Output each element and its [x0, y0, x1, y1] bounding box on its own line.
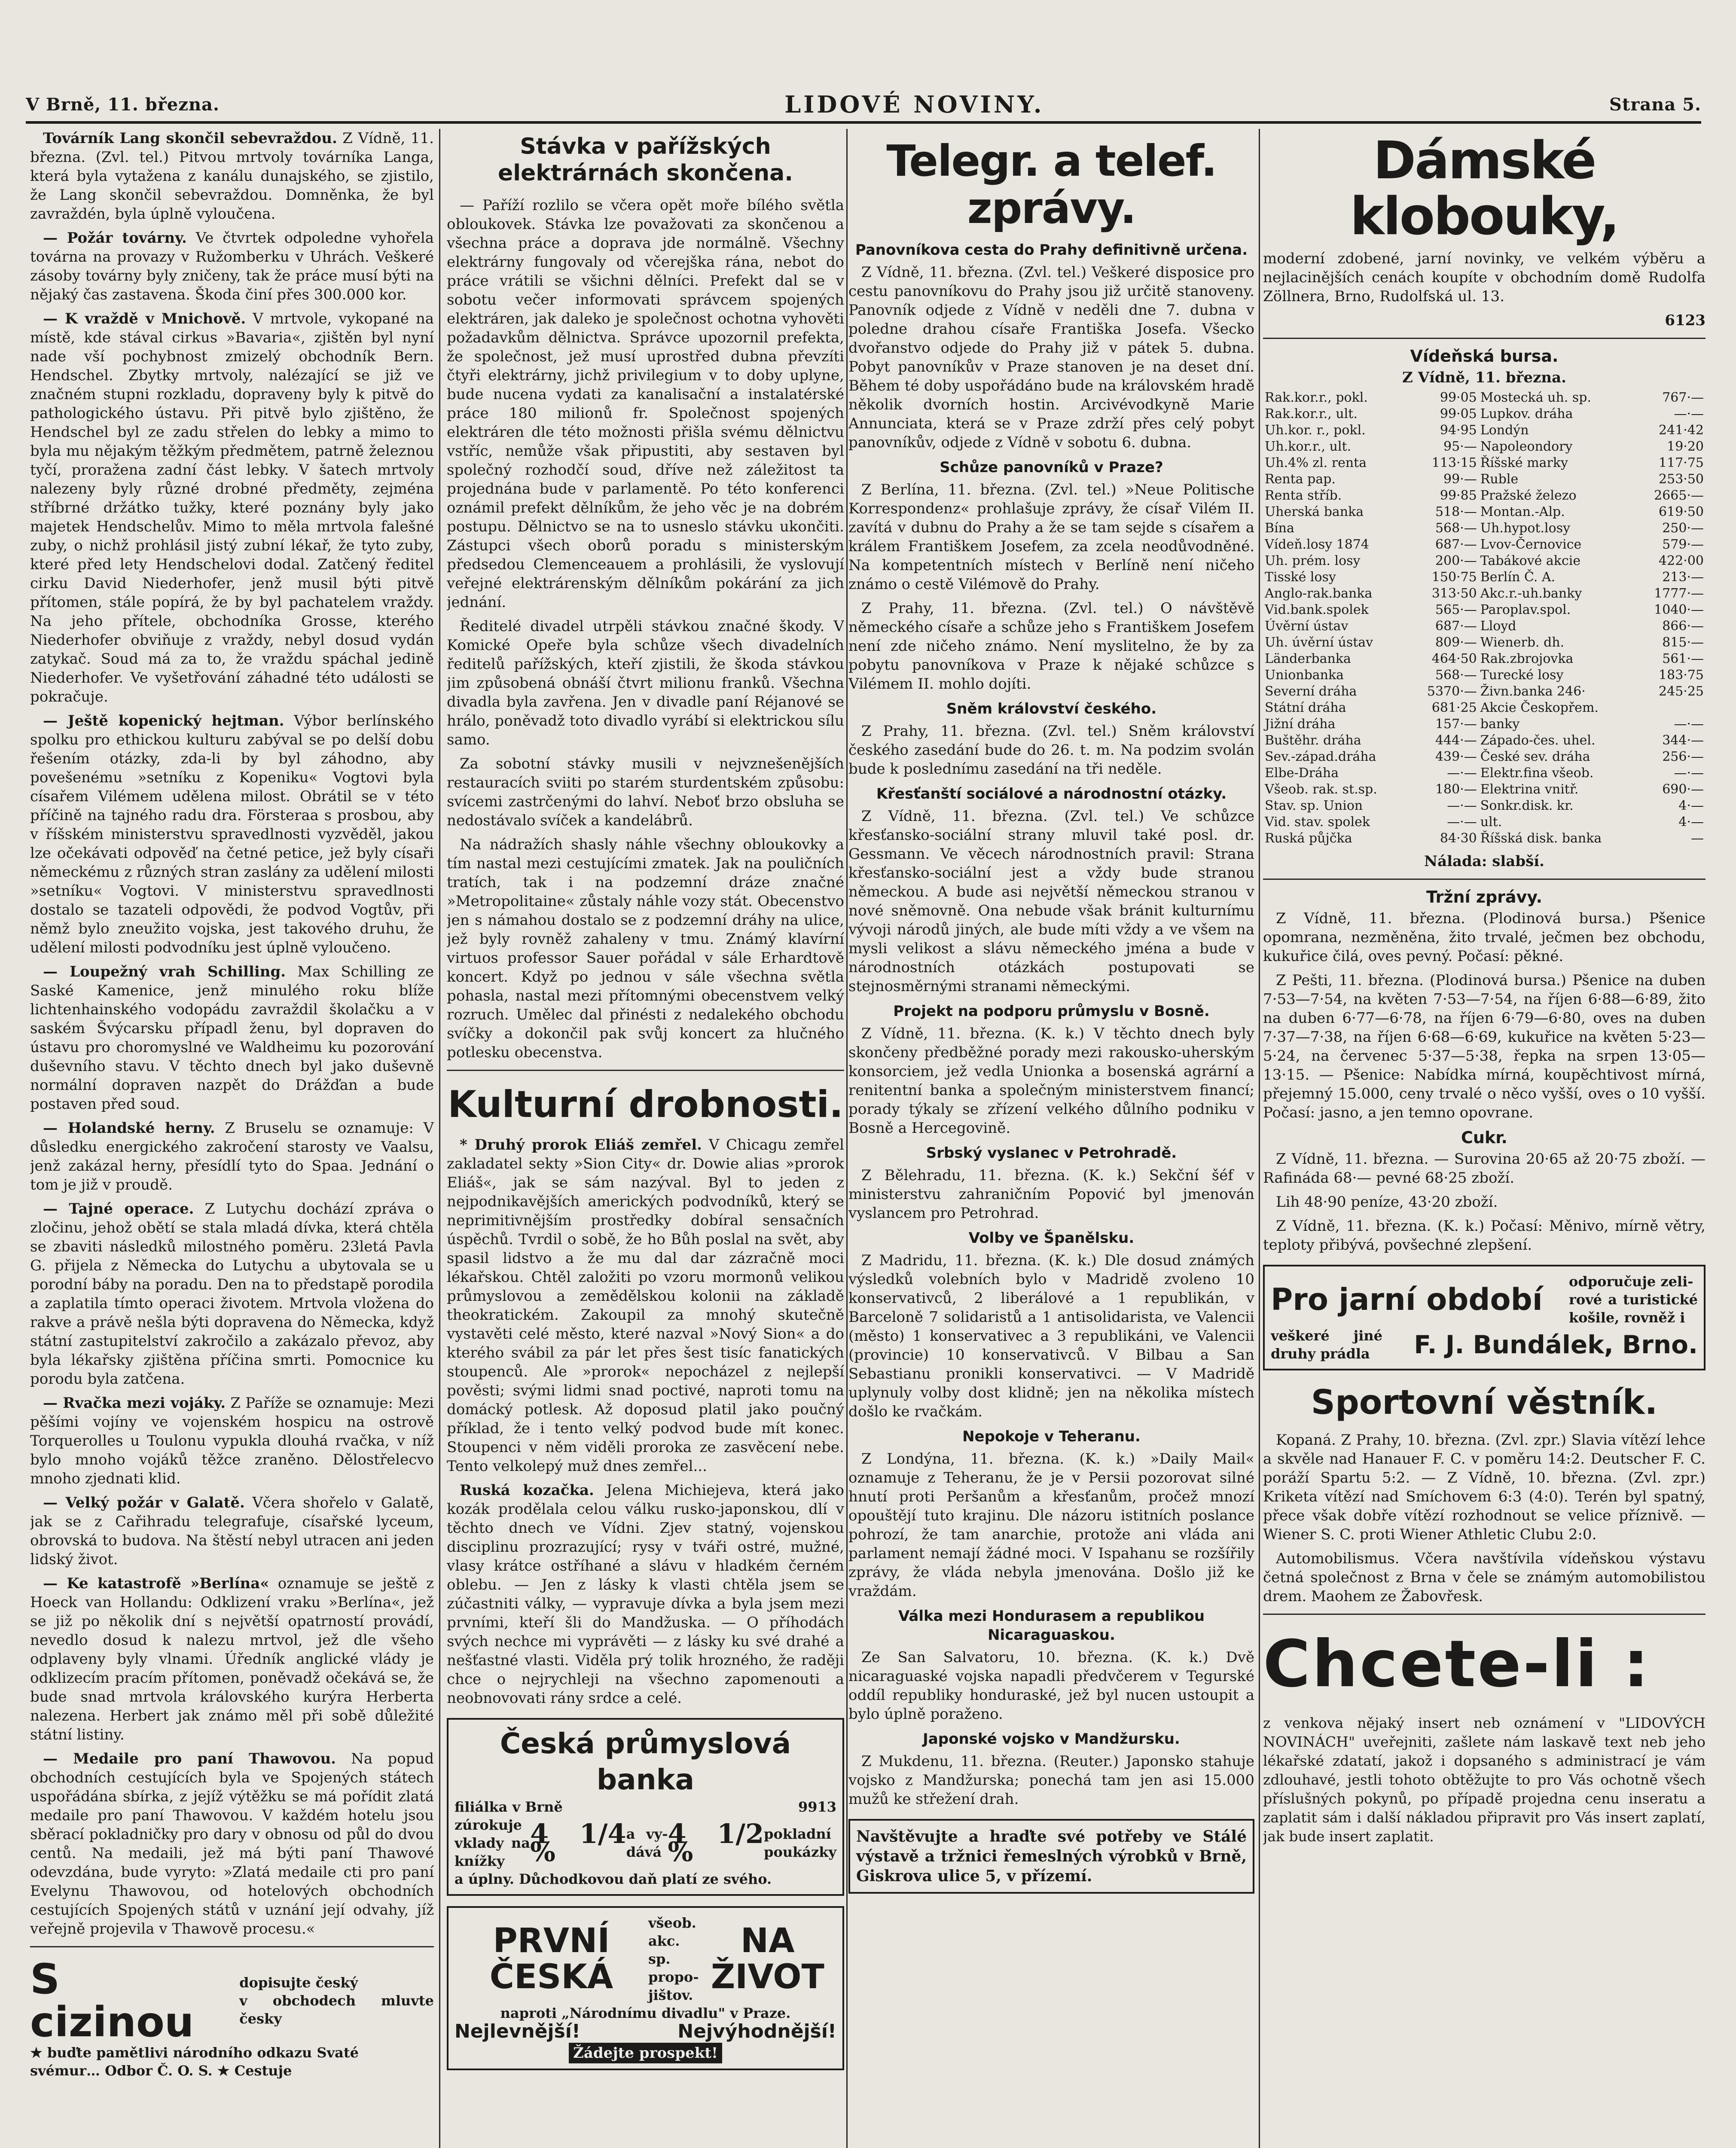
masthead: LIDOVÉ NOVINY. — [784, 91, 1044, 118]
ad-cizinou-line: v obchodech mluvte česky — [239, 1992, 434, 2027]
bursa-name: Paroplav.spol. — [1480, 602, 1571, 617]
sport-headline: Sportovní věstník. — [1311, 1383, 1658, 1422]
kultur-text: Jelena Michiejeva, která jako kozák prodělala celou válku rusko-japonskou, dlí v těchto dnech ve Vídni. Zjev statný, vojenskou disciplinu prozrazující; rysy v tváři ostré, mužné, vlasy krátce ostříhané a slávu v hladkém černém oblebu. — Jen z lásky k vlasti chtěla jsem se zúčastniti války, — vypravuje dívka a byla jsem mezi prvními, kteří šli do Mandžuska. — O příhodách svých nechce mi vyprávěti — z lásky ku své drahé a nešťastné vlasti. Viděla prý tolik hrozného, že raději chce o nejrychleji na všechno zapomenouti a neobnovovati rány srdce a celé. — [447, 1482, 844, 1707]
news-title: — Velký požár v Galatě. — [43, 1494, 245, 1511]
separator — [1263, 1614, 1705, 1615]
bursa-value: 687·— — [1435, 537, 1477, 552]
news-item — [30, 309, 434, 706]
bursa-value: 690·— — [1662, 782, 1704, 797]
ad-jarni-title: Pro jarní období — [1271, 1282, 1543, 1317]
bursa-name: Lupkov. dráha — [1480, 406, 1573, 421]
bursa-value: —·— — [1674, 717, 1704, 732]
telegr-text: Z Mukdenu, 11. března. (Reuter.) Japonsko stahuje vojsko z Mandžurska; ponechá tam jen asi 15.000 mužů ke střežení drah. — [848, 1753, 1254, 1808]
bursa-value: —·— — [1674, 406, 1704, 421]
ad-prvni-ceska — [447, 1906, 844, 2070]
bursa-value: 313·50 — [1431, 586, 1477, 601]
telegr-text: Ze San Salvatoru, 10. března. (K. k.) Dvě nicaraguaské vojska napadli předvčerem v Tegurské oddíl republiky honduraské, jež byl nucen ustoupit a bylo úplně poraženo. — [848, 1649, 1254, 1723]
telegr-subhead: Křesťanští sociálové a národnostní otázky. — [876, 785, 1227, 802]
bursa-value: 687·— — [1435, 619, 1477, 634]
bursa-name: Unionbanka — [1265, 668, 1344, 683]
bursa-value: — — [1691, 831, 1704, 846]
bursa-row — [1263, 651, 1705, 667]
telegr-subhead: Srbský vyslanec v Petrohradě. — [926, 1144, 1177, 1162]
bursa-name: Länderbanka — [1265, 651, 1351, 666]
bursa-row — [1263, 455, 1705, 471]
news-text: Z Paříže se oznamuje: Mezi pěšími vojíny ve vojenském hospicu na ostrově Torquerolles u Toulonu vypukla dlouhá rvačka, v níž bylo mnoho vojáků těžce zraněno. Dělostřelecvo mnoho zjednati klid. — [30, 1394, 434, 1487]
header-date: V Brně, 11. března. — [26, 94, 220, 115]
bursa-name: Vídeň.losy 1874 — [1265, 537, 1369, 552]
page-header — [26, 89, 1701, 119]
bursa-value: 1777·— — [1654, 586, 1704, 601]
bursa-row — [1263, 569, 1705, 586]
bursa-row — [1263, 488, 1705, 504]
bursa-row — [1263, 390, 1705, 406]
bursa-subtitle: Z Vídně, 11. března. — [1402, 369, 1566, 386]
news-text: Na popud obchodních cestujících byla ve Spojených státech uspořádána sbírka, z jejíž výtěžku se má pořídit zlatá medaile pro paní Thawovou. V každém hotelu jsou sběrací pokladničky pro dary v obnosu od půl do dvou centů. Na medaili, jež má býti paní Thawové odevzdána, bude vyryto: »Zlatá medaile cti pro paní Evelynu Thawovou, od hotelových obchodních cestujících Spojených států v uznání její odvahy, jíž veřejně projevila v Thawově procesu.« — [30, 1750, 434, 1937]
bursa-value: 94·95 — [1440, 423, 1477, 438]
bursa-name: Ruble — [1480, 472, 1519, 487]
news-title: — Medaile pro paní Thawovou. — [43, 1750, 336, 1767]
chcete-headline: Chcete-li : — [1263, 1627, 1651, 1702]
bursa-row — [1263, 537, 1705, 553]
bursa-title: Vídeňská bursa. — [1410, 347, 1559, 366]
bursa-name: Wienerb. dh. — [1480, 635, 1565, 650]
kultur-title: * Druhý prorok Eliáš zemřel. — [460, 1136, 702, 1153]
bursa-value: 180·— — [1435, 782, 1477, 797]
kultur-list — [447, 1135, 844, 1708]
bursa-name: Napoleondory — [1480, 439, 1573, 454]
bursa-name: Renta pap. — [1265, 472, 1336, 487]
bursa-name: Rak.zbrojovka — [1480, 651, 1574, 666]
news-text: Ve čtvrtek odpoledne vyhořela továrna na provazy v Ružomberku v Uhrách. Veškeré zásoby továrny byly zničeny, tak že práce musí býti na nějaký čas zastavena. Škoda činí přes 300.000 kor. — [30, 229, 434, 303]
bursa-name: Ruská půjčka — [1265, 831, 1352, 846]
ad-jarni-sub: rové a turistické košile, rovněž i — [1569, 1291, 1698, 1326]
bursa-value: 809·— — [1435, 635, 1477, 650]
bursa-row — [1263, 471, 1705, 488]
bursa-value: 439·— — [1435, 749, 1477, 764]
bursa-name: Uh.kor. r., pokl. — [1265, 423, 1366, 438]
telegr-subhead: Válka mezi Hondurasem a republikou Nicaraguaskou. — [898, 1608, 1205, 1644]
bursa-row — [1263, 830, 1705, 847]
bursa-name: Pražské železo — [1480, 488, 1577, 503]
trzni-list — [1263, 909, 1705, 1254]
kultur-headline: Kulturní drobnosti. — [448, 1083, 843, 1126]
ad-jarni-sub: odporučuje zeli- — [1569, 1273, 1693, 1290]
news-text: oznamuje se ještě z Hoeck van Hollandu: Odklizení vraku »Berlína«, jež se již po několik dní s největší opatrností provádí, nevedlo dosud k nalezu mrtvol, jež dle všeho odplaveny byly vlnami. Úředník anglické vlády je odklizecím pracím přítomen, poněvadž očekává se, že bude snad mrtvola královského kurýra Herberta nalezena. Herbert jak známo měl při sobě důležité státní listiny. — [30, 1575, 434, 1743]
bursa-value: 568·— — [1435, 521, 1477, 536]
bursa-value: 5370·— — [1427, 684, 1477, 699]
telegr-subhead: Volby ve Španělsku. — [968, 1230, 1135, 1247]
bursa-name: ult. — [1480, 815, 1502, 830]
page-number: Strana 5. — [1609, 94, 1701, 115]
kultur-item — [447, 1481, 844, 1708]
bursa-value: 150·75 — [1431, 570, 1477, 585]
ad-prvni-cheap: Nejlevnější! — [455, 2020, 580, 2042]
news-text: Včera shořelo v Galatě, jak se z Cařihradu telegrafuje, císařské lyceum, obrovská to budova. Na štěstí nebyl utracen ani jeden lidský život. — [30, 1494, 434, 1568]
news-text: Max Schilling ze Saské Kamenice, jenž minulého roku blíže lichtenhainského vodopádu zavraždil školačku a v saském Švýcarsku případl ženu, byl dopraven do ústavu pro choromyslné ve Waldheimu ku pozorování duševního stavu. V těchto dnech byl jako duševně normální dopraven nazpět do Drážďan a bude postaven před soud. — [30, 963, 434, 1113]
kultur-item — [447, 1135, 844, 1476]
telegr-subhead: Panovníkova cesta do Prahy definitivně určena. — [855, 241, 1248, 259]
ad-jarni-name: F. J. Bundálek, Brno. — [1414, 1330, 1698, 1359]
bursa-name: Rak.kor.r., ult. — [1265, 406, 1358, 421]
bursa-value: 200·— — [1435, 553, 1477, 568]
dams-text: moderní zdobené, jarní novinky, ve velkém výběru a nejlacinějších cenách koupíte v obchodním domě Rudolfa Zöllnera, Brno, Rudolfská ul. 13. — [1263, 250, 1705, 305]
ad-prvni-title: PRVNÍ ČESKÁ — [489, 1922, 613, 1996]
column-1 — [30, 129, 434, 2148]
bursa-value: 344·— — [1662, 733, 1704, 748]
trzni-item: Cukr. — [1461, 1128, 1507, 1147]
bursa-name: Lloyd — [1480, 619, 1516, 634]
bursa-value: 444·— — [1435, 733, 1477, 748]
ad-cizinou-line: svémur… Odbor Č. O. S. ★ Cestuje — [30, 2063, 292, 2079]
bursa-name: Jižní dráha — [1265, 717, 1336, 732]
stavka-body — [447, 196, 844, 1062]
news-title: — Loupežný vrah Schilling. — [43, 963, 286, 980]
news-item — [30, 1493, 434, 1569]
dams-headline: Dámské klobouky, — [1350, 131, 1619, 247]
news-text: Z Bruselu se oznamuje: V důsledku energického zakročení starosty ve Vaalsu, jenž zakázal herny, přesídlí tyto do Spaa. Jednání o tom je již v proudě. — [30, 1120, 434, 1193]
bursa-row — [1263, 520, 1705, 537]
bursa-value: 815·— — [1662, 635, 1704, 650]
column-rule — [439, 129, 440, 2148]
bursa-name: Vid.bank.spolek — [1265, 602, 1369, 617]
bursa-name: Uh. úvěrní ústav — [1265, 635, 1373, 650]
stavka-paragraph: — Paříží rozlilo se včera opět moře bílého světla obloukovek. Stávka lze považovati za skončenou a všechna práce a doprava jde normálně. Všechny elektrárny fungovaly od včerejška rána, nebot do práce vrátili se všichni dělníci. Prefekt dal se v sobotu večer informovati správcem spojených elektráren, jak daleko je společnost ochotna vyhověti požadavkům dělnictva. Správce upozornil prefekta, že společnost, jež musí uprostřed dubna převzíti čtyři elektrárny, jichž privilegium v to doby uplyne, bude nucena vydati za kanalisační a instalatérské práce 180 milionů fr. Společnost spojených elektráren dle této možnosti přišla svému dělnictvu vstříc, nemůže však připustiti, aby sestaven byl společný rozhodčí soud, dříve než záležitost ta projednána bude v parlamentě. Po této konferenci oznámil prefekt dělníkům, že jeho věc je na dobrém postupu. Dělnictvo se na to usneslo stávku ukončiti. Zástupci všech oborů poradu s ministerským předsedou Clemenceauem a prohlásili, že vyslovují veřejné elektrárenským dělníkům pokárání za jich jednání. — [447, 197, 844, 611]
stavka-paragraph: Ředitelé divadel utrpěli stávkou značné škody. V Komické Opeře byla schůze všech divadelních ředitelů pařížských, kteří zjistili, že škoda stávkou jim způsobená obnáší čtvrt milionu franků. Všechna divadla byla zavřena. Jen v divadle paní Réjanové se hrálo, poněvadž toto divadlo vyrábí si elektrickou sílu samo. — [447, 618, 844, 748]
ad-banka-mid: a vy- dává — [626, 1826, 668, 1860]
ad-prvni-title: NA ŽIVOT — [711, 1922, 824, 1996]
bursa-row — [1263, 667, 1705, 683]
bursa-name: banky — [1480, 717, 1520, 732]
bursa-row — [1263, 749, 1705, 765]
column-4 — [1263, 129, 1705, 2148]
ad-vystava-text: Navštěvujte a hraďte své potřeby ve Stálé výstavě a tržnici řemeslných výrobků v Brně, Giskrova ulice 5, v přízemí. — [856, 1828, 1247, 1885]
separator — [447, 1070, 844, 1071]
news-text: Z Lutychu dochází zpráva o zločinu, jehož obětí se stala mladá dívka, která chtěla se zbaviti následků milostného poměru. 23letá Pavla G. přijela z Německa do Lutychu a ubytovala se u porodní báby na poradu. Den na to předstapě porodila a zaplatila tímto operaci životem. Mrtvola vložena do rakve a právě nešla býti dopravena do Německa, když státní zastupitelství zakročilo a zakázalo převoz, aby byla lékařsky zjištěna příčina smrti. Pomocnice ku porodu byla zatčena. — [30, 1200, 434, 1388]
bursa-name: Vid. stav. spolek — [1265, 815, 1370, 830]
column-rule — [1259, 129, 1260, 2148]
news-title: — Tajné operace. — [43, 1200, 194, 1217]
bursa-value: 84·30 — [1440, 831, 1477, 846]
news-text: Výbor berlínského spolku pro ethickou kulturu zabýval se po delší dobu řešením otázky, zda-li by byl záhodno, aby povešenému »setníku z Kopeniku« Vogtovi byla císařem Vilémem udělena milost. Obrátil se v této příčině na tajného radu dra. Försteraa s prosbou, aby v říšském ministerstvu spravedlnosti vyzvěděl, jakou lze očekávati odpověď na četné petice, jež byly císaři německému z různých stran zaslány za udělení milosti »setníku« Vogtovi. V ministerstvu spravedlnosti dostalo se tazateli odpovědi, že podvod Vogtův, při němž bylo zneužito vojska, jest takového druhu, že udělení milosti podvodníku jest úplně vyloučeno. — [30, 712, 434, 956]
ad-banka-phone: 9913 — [798, 1799, 836, 1815]
news-item — [30, 1394, 434, 1488]
column-2 — [447, 129, 844, 2148]
trzni-item: Z Vídně, 11. března. (Plodinová bursa.) Pšenice opomrana, nezměněna, žito trvalé, ječmen bez obchodu, kukuřice čilá, oves pevný. Počasí: pěkné. — [1263, 910, 1705, 965]
bursa-name: Tabákové akcie — [1480, 553, 1581, 568]
trzni-title: Tržní zprávy. — [1426, 888, 1543, 906]
bursa-name: Severní dráha — [1265, 684, 1357, 699]
bursa-value: 95·— — [1443, 439, 1477, 454]
news-title: — K vraždě v Mnichově. — [43, 310, 246, 327]
bursa-name: České sev. dráha — [1480, 749, 1590, 764]
stavka-headline: Stávka v pařížských elektrárnách skončena. — [497, 134, 793, 186]
telegr-text: Z Vídně, 11. března. (Zvl. tel.) Veškeré disposice pro cestu panovníkovu do Prahy jsou již určitě stanoveny. Panovník odjede z Vídně v neděli dne 7. dubna v poledne drahou císaře Františka Josefa. Všecko dvořanstvo odjede do Prahy již v pátek 5. dubna. Pobyt panovníkův v Praze stanoven je na deset dní. Během té doby uspořádáno bude na královském hradě několik dvorních hostin. Arcivévodkyně Marie Annunciata, která se v Praze zdrží přes celý pobyt panovníkův, odjede z Vídně v sobotu 6. dubna. — [848, 264, 1254, 451]
bursa-row — [1263, 618, 1705, 635]
kultur-title: Ruská kozačka. — [460, 1482, 594, 1499]
bursa-name: Uh.hypot.losy — [1480, 521, 1571, 536]
bursa-row — [1263, 439, 1705, 455]
ad-banka-rate: 4 1/4 % — [530, 1818, 626, 1867]
bursa-row — [1263, 716, 1705, 732]
bursa-value: 183·75 — [1659, 668, 1704, 683]
bursa-name: Tisské losy — [1265, 570, 1336, 585]
bursa-value: 866·— — [1662, 619, 1704, 634]
bursa-name: Elbe-Dráha — [1265, 766, 1339, 781]
chcete-text: z venkova nějaký insert neb oznámení v "LIDOVÝCH NOVINÁCH" uveřejniti, zašlete nám laskavě text neb jeho lékařské zdatatí, jakož i dopsaného s administrací je vám zdlouhavé, jestli tohoto obtěžujte to pro Vás ochotně všech příslušných pokynů, po případě projedna cenu inseratu a zaplatit sám i další nákladou připravit pro Vás insert zaplatí, jak bude insert zaplatit. — [1263, 1715, 1705, 1845]
bursa-value: 2665·— — [1654, 488, 1704, 503]
bursa-name: Sev.-západ.dráha — [1265, 749, 1376, 764]
telegr-text: Z Vídně, 11. března. (Zvl. tel.) Ve schůzce křesťansko-sociální strany mluvil také posl. dr. Gessmann. Ve věcech národnostních pravil: Strana křesťansko-sociální jest a vždy bude stranou německou. A bude asi největší německou stranou v nové sněmovně. Ona nebude však bránit kulturnímu vývoji národů jiných, ale bude míti vždy a ve všem na mysli velikost a slávu německého jména a bude v národnostních otázkách postupovati se stejnosměrnými stranami německými. — [848, 808, 1254, 995]
bursa-name: Rak.kor.r., pokl. — [1265, 390, 1368, 405]
bursa-value: 113·15 — [1431, 455, 1477, 470]
bursa-value: 565·— — [1435, 602, 1477, 617]
bursa-value: 681·25 — [1431, 700, 1477, 715]
bursa-value: 19·20 — [1667, 439, 1704, 454]
telegr-text: Z Berlína, 11. března. (Zvl. tel.) »Neue Politische Korrespondenz« prohlašuje zprávy, že císař Vilém II. zavítá v dubnu do Prahy a že se tam sejde s císařem a králem Františkem Josefem, za zcela neodůvodněné. Na kompetentních místech v Berlíně není ničeho známo o cestě Vilémově do Prahy. — [848, 481, 1254, 593]
separator — [1263, 338, 1705, 339]
telegr-text: Z Londýna, 11. března. (K. k.) »Daily Mail« oznamuje z Teheranu, že je v Persii pozorovat silné hnutí proti Peršanům a křesťanům, pročež mnozí opouštějí tuto krajinu. Dle názoru istitních poslance pohrozí, že tam anarchie, protože ani vláda ani parlament nemají žádné moci. V Ispahanu se rozšířily zprávy, že vláda nebyla jmenována. Došlo již ke vraždám. — [848, 1450, 1254, 1600]
telegr-subhead: Japonské vojsko v Mandžursku. — [923, 1730, 1180, 1748]
bursa-name: Elektrina vnitř. — [1480, 782, 1579, 797]
bursa-mood: Nálada: slabší. — [1424, 853, 1544, 870]
bursa-row — [1263, 765, 1705, 781]
news-item — [30, 1574, 434, 1744]
trzni-item: Z Vídně, 11. března. (K. k.) Počasí: Měnivo, mírně větry, teploty přibývá, povšechné zlepšení. — [1263, 1217, 1705, 1254]
telegr-text: Z Prahy, 11. března. (Zvl. tel.) Sněm království českého zasedání bude do 26. t. m. Na podzim svolán bude k poslednímu zasedání na tři neděle. — [848, 723, 1254, 778]
header-rule — [26, 121, 1701, 124]
bursa-row — [1263, 586, 1705, 602]
news-item — [30, 962, 434, 1114]
ad-prvni-line: naproti „Národnímu divadlu" v Praze. — [500, 2005, 791, 2021]
telegr-headline: Telegr. a telef. zprávy. — [886, 136, 1217, 233]
bursa-value — [1638, 700, 1705, 716]
bursa-row — [1263, 422, 1705, 439]
ad-banka-branch: filiálka v Brně — [455, 1799, 563, 1815]
column-3 — [848, 129, 1254, 2148]
news-title: — Požár továrny. — [43, 229, 187, 247]
bursa-table — [1263, 390, 1705, 847]
bursa-row — [1263, 504, 1705, 520]
ad-cizinou-line: ★ buďte pamětlivi národního odkazu Svaté — [30, 2044, 359, 2061]
bursa-value: —·— — [1447, 815, 1477, 830]
bursa-name: Uherská banka — [1265, 504, 1364, 519]
bursa-name: Berlín Č. A. — [1480, 570, 1556, 585]
bursa-row — [1263, 602, 1705, 618]
ad-prvni-mid: všeob. akc. sp. propo- jištov. — [648, 1915, 699, 2003]
bursa-value: 213·— — [1662, 570, 1704, 585]
telegr-text: Z Prahy, 11. března. (Zvl. tel.) O návštěvě německého císaře a schůze jeho s Františkem Josefem není zde ničeho známo. Není myslitelno, že by za pobytu panovníkova v Praze k nějaké schůzce s Vilémem II. mohlo dojíti. — [848, 600, 1254, 693]
news-item — [30, 229, 434, 304]
bursa-row — [1263, 553, 1705, 569]
bursa-value: 117·75 — [1659, 455, 1704, 470]
bursa-value: 241·42 — [1659, 423, 1704, 438]
bursa-name: Akc.r.-uh.banky — [1480, 586, 1582, 601]
bursa-row — [1263, 700, 1705, 716]
news-item — [30, 1749, 434, 1938]
ad-banka-bottom: a úplny. Důchodkovou daň platí ze svého. — [455, 1871, 772, 1887]
telegr-text: Z Madridu, 11. března. (K. k.) Dle dosud známých výsledků volebních bylo v Madridě zvoleno 10 konservativců, 2 liberálové a 1 republikán, v Barceloně 7 solidaristů a 1 antisolidarista, ve Valencii (město) 1 konservativec a 3 republikáni, ve Valencii (provincie) 10 konservativců. V Bilbau a San Sebastianu pronikli konservativci. — V Madridě uplynuly volby dost klidně; jen na několika místech došlo ke rvačkám. — [848, 1252, 1254, 1420]
bursa-value: 4·— — [1678, 798, 1704, 813]
bursa-value: 253·50 — [1659, 472, 1704, 487]
bursa-value: 157·— — [1435, 717, 1477, 732]
news-title: — Holandské herny. — [43, 1120, 215, 1137]
telegr-list — [848, 241, 1254, 1809]
bursa-name: Anglo-rak.banka — [1265, 586, 1373, 601]
bursa-name: Mostecká uh. sp. — [1480, 390, 1592, 405]
bursa-value: 767·— — [1662, 390, 1704, 405]
ad-jarni — [1263, 1265, 1705, 1370]
ad-cizinou-line: dopisujte český — [239, 1974, 358, 1991]
bursa-name: Úvěrní ústav — [1265, 619, 1349, 634]
bursa-row — [1263, 406, 1705, 422]
bursa-name: Sonkr.disk. kr. — [1480, 798, 1574, 813]
bursa-name: Renta stříb. — [1265, 488, 1342, 503]
bursa-value: —·— — [1674, 766, 1704, 781]
news-title: Továrník Lang skončil sebevraždou. — [43, 130, 337, 147]
telegr-text: Z Vídně, 11. března. (K. k.) V těchto dnech byly skončeny předběžné porady mezi rakousko-uherským konsorciem, jež vedla Unionka a bosenská agrární a renitentní banka a společným ministerstvem financí; porady týkaly se zřízení velkého důlního podniku v Bosně a Hercegovině. — [848, 1025, 1254, 1137]
news-title: — Rvačka mezi vojáky. — [43, 1394, 226, 1412]
news-item — [30, 711, 434, 957]
bursa-name: Uh.kor.r., ult. — [1265, 439, 1352, 454]
bursa-value: 250·— — [1662, 521, 1704, 536]
separator — [1263, 879, 1705, 880]
news-title: — Ještě kopenický hejtman. — [43, 712, 284, 729]
bursa-row — [1263, 814, 1705, 830]
bursa-name: Bína — [1265, 521, 1294, 536]
stavka-paragraph: Na nádražích shasly náhle všechny obloukovky a tím nastal mezi cestujícími zmatek. Jak na pouličních tratích, tak i na podzemní dráze značné »Metropolitaine« zůstaly náhle vozy stát. Obecenstvo jen s námahou dostalo se z podzemní dráhy na ulice, jež byly rovněž zahaleny v tmu. Známý klavírní virtuos professor Sauer pořádal v sále Erhardtově koncert. Když po jednou v sále všechna světla pohasla, nastal mezi přítomnými obecenstvem velký rozruch. Umělec dal přinésti z nedalekého obchodu svíčky a dokončil pak svůj koncert za hlučného potlesku obecenstva. — [447, 836, 844, 1061]
ad-banka-right: pokladní poukázky — [764, 1826, 836, 1860]
bursa-name: Lvov-Černovice — [1480, 537, 1582, 552]
telegr-text: Z Bělehradu, 11. března. (K. k.) Sekční šéf v ministerstvu zahraničním Popović byl jmenován vyslancem pro Petrohrad. — [848, 1167, 1254, 1222]
bursa-value: —·— — [1447, 798, 1477, 813]
bursa-value: —·— — [1447, 766, 1477, 781]
bursa-value: 568·— — [1435, 668, 1477, 683]
bursa-value: 256·— — [1662, 749, 1704, 764]
bursa-row — [1263, 635, 1705, 651]
ad-banka-title: Česká průmyslová banka — [500, 1727, 791, 1796]
bursa-name: Západo-čes. uhel. — [1480, 733, 1596, 748]
news-list — [30, 129, 434, 1938]
news-item — [30, 1199, 434, 1388]
ad-prvni-prospekt: Žádejte prospekt! — [569, 2043, 722, 2063]
bursa-row — [1263, 732, 1705, 749]
telegr-subhead: Sněm království českého. — [946, 700, 1157, 717]
bursa-value: 579·— — [1662, 537, 1704, 552]
bursa-name: Uh. prém. losy — [1265, 553, 1361, 568]
telegr-subhead: Nepokoje v Teheranu. — [962, 1428, 1141, 1445]
bursa-name: Všeob. rak. st.sp. — [1265, 782, 1377, 797]
kultur-text: V Chicagu zemřel zakladatel sekty »Sion City« dr. Dowie alias »prorok Eliáš«, jak se sám nazýval. Byl to jeden z nejpodnikavějších amerických podvodníků, který se neprimitivnějším prostředky dobíral sensačních úspěchů. Tvrdil o sobě, že ho Bůh poslal na svět, aby spasil lidstvo a že mu dal dar zázračně moci lékařskou. Chtěl založiti po vzoru mormonů velikou průmyslovou a zemědělskou kolonii na základě theokratickém. Zakoupil za mnohý skutečně vystavěti celé město, které nazval »Nový Sion« a do kterého svábil za pár let přes šest tisíc fanatických stoupenců. Ale »prorok« nepocházel z nejlepší pověsti; svými lidmi snad poctivé, naproti tomu na domácký potlesk. Až doposud platil jako poučný příklad, že i tento velký podvod bude mít konec. Stoupenci v něm viděli proroka ze zasvěcení nebe. Tento velkolepý muž dnes zemřel... — [447, 1136, 844, 1475]
bursa-value: 99·85 — [1440, 488, 1477, 503]
bursa-name: Londýn — [1480, 423, 1529, 438]
bursa-name: Akcie Českopřem. — [1480, 700, 1599, 715]
bursa-name: Buštěhr. dráha — [1265, 733, 1361, 748]
bursa-row — [1263, 683, 1705, 700]
bursa-value: 561·— — [1662, 651, 1704, 666]
bursa-row — [1263, 781, 1705, 798]
bursa-value: 619·50 — [1659, 504, 1704, 519]
ad-jarni-left: veškeré jiné druhy prádla — [1271, 1327, 1382, 1362]
bursa-value: 99·05 — [1440, 406, 1477, 421]
trzni-item: Z Vídně, 11. března. — Surovina 20·65 až 20·75 zboží. — Rafináda 68·— pevné 68·25 zboží. — [1263, 1150, 1705, 1187]
news-text: V mrtvole, vykopané na místě, kde stával cirkus »Bavaria«, zjištěn byl nyní nade vší pochybnost zmizelý obchodník Bern. Hendschel. Zbytky mrtvoly, nalézající se již ve značném stupni rozkladu, dopraveny byly k pitvě do pathologického ústavu. Při pitvě bylo zjištěno, že Hendschel byl ze zadu střelen do lebky a mimo to byla mu nějakým těžkým předmětem, patrně železnou tyčí, proražena zadní část lebky. V šatech mrtvoly nalezeny byly různé drobné předměty, zejména stříbrné držátko tužky, které poznány byly jako majetek Hendschelův. Mimo to měla mrtvola falešné zuby, o nichž prohlásil jistý zubní lékař, že tyto zuby, které před lety Hendschelovi dodal. Zatčený ředitel cirku David Niederhofer, jenž musil býti pitvě přítomen, stále popírá, že by byl pachatelem vraždy. Na jeho přítele, obchodníka Grosse, kterého Niederhofer obviňuje z vraždy, nebyl dosud vydán zatykač. Soud má za to, že vraždu spáchal jedině Niederhofer. Ve vyšetřování záhadné této události se pokračuje. — [30, 310, 434, 705]
ad-cizinou-title: S cizinou — [30, 1955, 194, 2046]
trzni-item: Z Pešti, 11. března. (Plodinová bursa.) Pšenice na duben 7·53—7·54, na květen 7·53—7·54, na říjen 6·88—6·89, žito na duben 6·77—6·78, na říjen 6·79—6·80, oves na duben 7·37—7·38, na říjen 6·68—6·69, kukuřice na květen 5·23—5·24, na červenec 5·37—5·38, řepka na srpen 13·05—13·15. — Pšenice: Nabídka mírná, koupěchtivost mírná, přejemný 15.000, ceny trvalé o něco vyšší, oves o 10 vyšší. Počasí: jasno, a jen temno opovrane. — [1263, 972, 1705, 1121]
bursa-name: Živn.banka 246· — [1480, 684, 1586, 699]
ad-cizinou — [30, 1955, 434, 2080]
bursa-name: Stav. sp. Union — [1265, 798, 1363, 813]
news-item — [30, 1119, 434, 1194]
bursa-value: 99·05 — [1440, 390, 1477, 405]
sport-item: Automobilismus. Včera navštívila vídeňskou výstavu četná společnost z Brna v čele se známým automobilistou drem. Maohem ze Žabovřesk. — [1263, 1550, 1705, 1605]
column-rule — [846, 129, 848, 2148]
bursa-name: Říšská disk. banka — [1480, 831, 1602, 846]
sport-item: Kopaná. Z Prahy, 10. března. (Zvl. zpr.) Slavia vítězí lehce a skvěle nad Hanauer F. C. v poměru 14:2. Deutscher F. C. poráží Spartu 5:2. — Z Vídně, 10. března. (Zvl. zpr.) Kriketa vítězí nad Smíchovem 6:3 (4:0). Terén byl spatný, přece však dobře vítězí rozhodnout se velice příznivě. — Wiener S. C. proti Wiener Athletic Clubu 2:0. — [1263, 1431, 1705, 1543]
dams-number: 6123 — [1665, 312, 1705, 329]
bursa-name: Elektr.fina všeob. — [1480, 766, 1594, 781]
news-item — [30, 129, 434, 223]
bursa-value: 99·— — [1443, 472, 1477, 487]
telegr-subhead: Schůze panovníků v Praze? — [940, 459, 1163, 476]
trzni-item: Lih 48·90 peníze, 43·20 zboží. — [1276, 1193, 1498, 1211]
bursa-value: 464·50 — [1431, 651, 1477, 666]
bursa-name: Uh.4% zl. renta — [1265, 455, 1367, 470]
sport-list — [1263, 1431, 1705, 1606]
bursa-value: 1040·— — [1654, 602, 1704, 617]
bursa-name: Montan.-Alp. — [1480, 504, 1565, 519]
ad-prvni-best: Nejvýhodnější! — [677, 2020, 836, 2042]
bursa-name: Státní dráha — [1265, 700, 1346, 715]
bursa-name: Turecké losy — [1480, 668, 1564, 683]
ad-vystava — [848, 1819, 1254, 1894]
bursa-value: 245·25 — [1659, 684, 1704, 699]
news-text: Z Vídně, 11. března. (Zvl. tel.) Pitvou mrtvoly továrníka Langa, která byla vytažena z kanálu dunajského, se zjistilo, že Lang skončil sebevraždou. Domněnka, že byl zavraždén, byla úplně vyloučena. — [30, 130, 434, 223]
ad-banka-left: zúrokuje vklady na knížky — [455, 1817, 531, 1869]
ad-banka — [447, 1718, 844, 1896]
bursa-name: Říšské marky — [1480, 455, 1568, 470]
bursa-value: 4·— — [1678, 815, 1704, 830]
separator — [30, 1946, 434, 1947]
stavka-paragraph: Za sobotní stávky musili v nejvznešenějších restauracích sviiti po starém sturdentském způsobu: svícemi zastrčenými do lahví. Neboť brzo obsluha se nedostávalo svíček a kandelábrů. — [447, 755, 844, 829]
bursa-value: 422·00 — [1659, 553, 1704, 568]
bursa-row — [1263, 798, 1705, 814]
telegr-subhead: Projekt na podporu průmyslu v Bosně. — [893, 1003, 1210, 1020]
news-title: — Ke katastrofě »Berlína« — [43, 1575, 269, 1592]
ad-banka-rate: 4 1/2 % — [668, 1818, 764, 1867]
bursa-value: 518·— — [1435, 504, 1477, 519]
